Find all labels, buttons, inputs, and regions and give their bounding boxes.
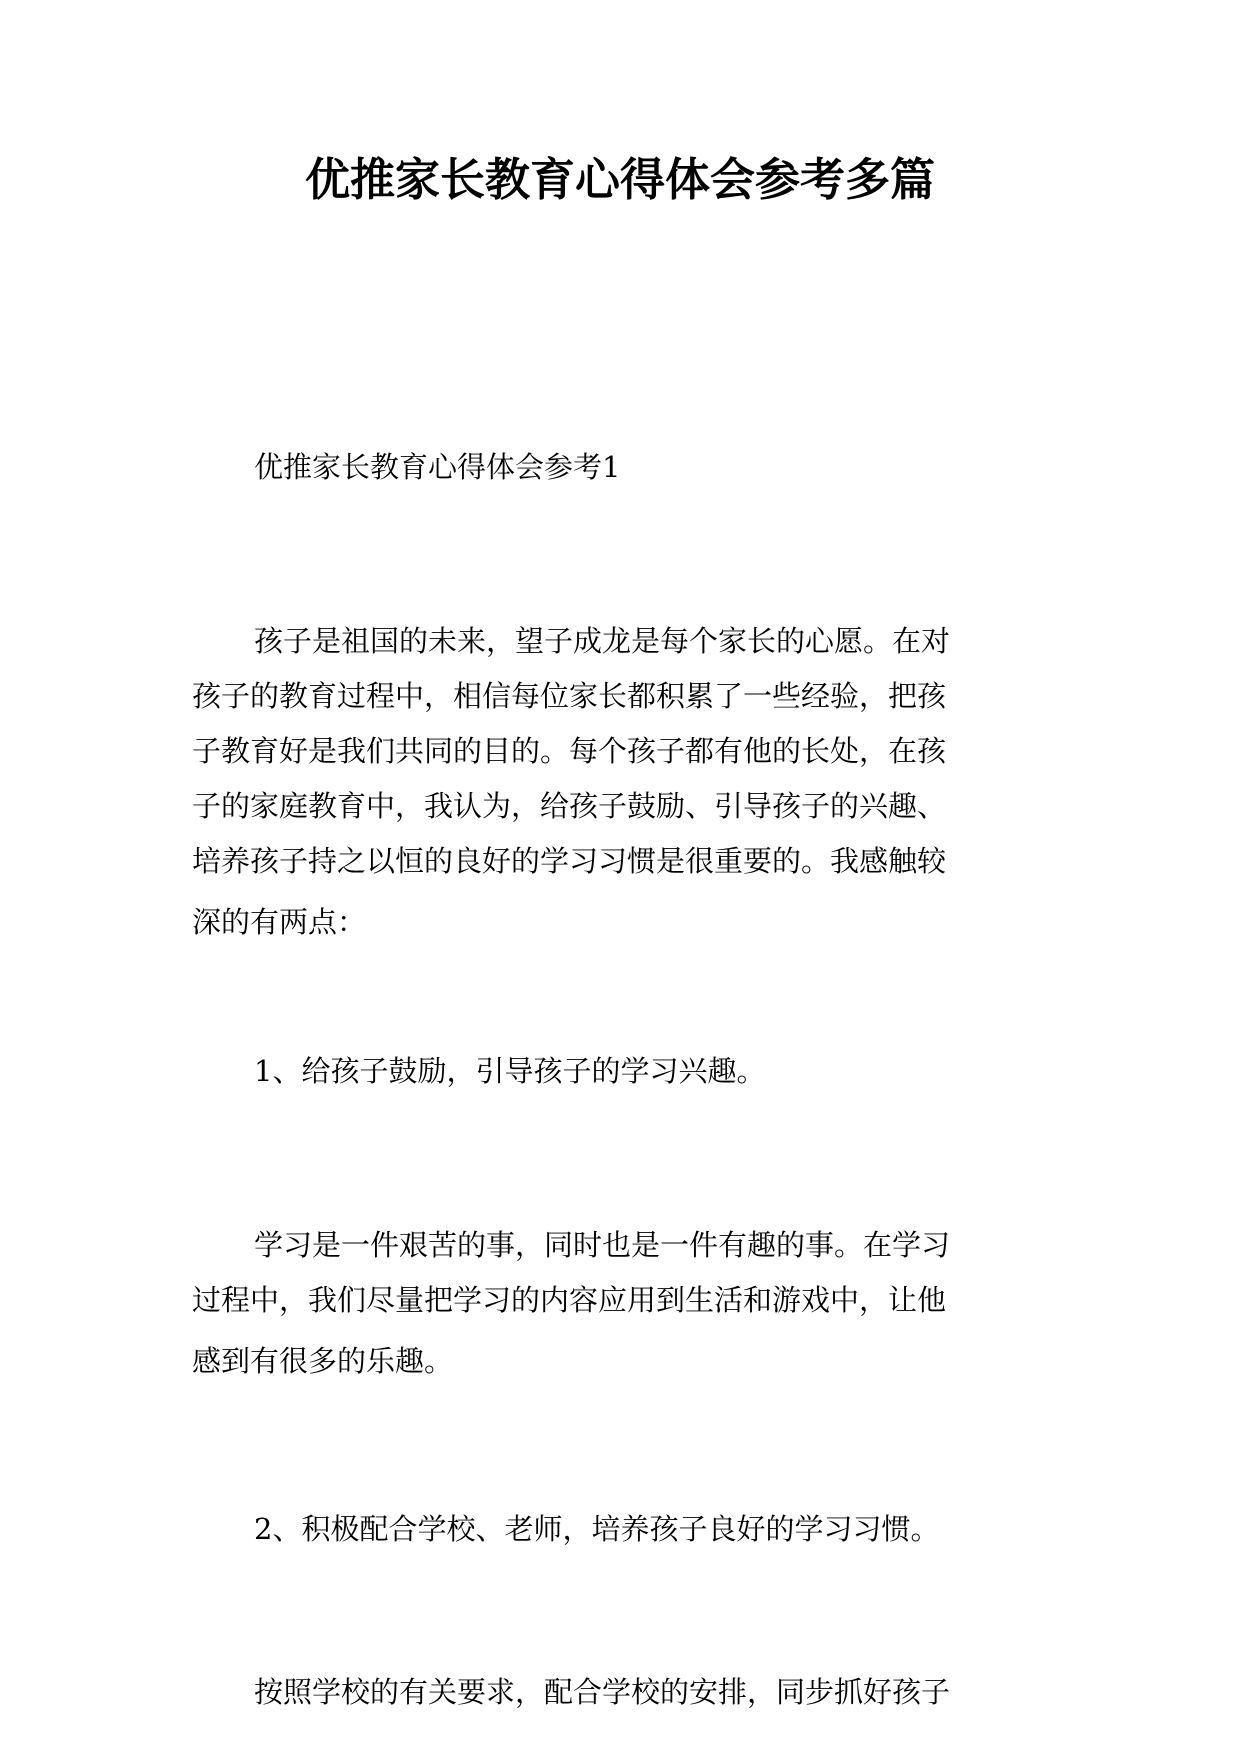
paragraph-line: 孩子的教育过程中，相信每位家长都积累了一些经验，把孩 (192, 679, 947, 713)
document-title: 优推家长教育心得体会参考多篇 (304, 153, 935, 206)
paragraph-line: 深的有两点： (192, 905, 367, 939)
section-heading: 优推家长教育心得体会参考1 (254, 450, 621, 484)
paragraph-line: 学习是一件艰苦的事，同时也是一件有趣的事。在学习 (254, 1228, 951, 1262)
paragraph-line: 子的家庭教育中，我认为，给孩子鼓励、引导孩子的兴趣、 (192, 789, 947, 823)
list-item-2: 2、积极配合学校、老师，培养孩子良好的学习习惯。 (254, 1512, 940, 1546)
paragraph-line: 按照学校的有关要求，配合学校的安排，同步抓好孩子 (254, 1675, 951, 1709)
paragraph-3 (192, 1665, 1052, 1720)
paragraph-line: 感到有很多的乐趣。 (192, 1344, 454, 1378)
paragraph-line: 子教育好是我们共同的目的。每个孩子都有他的长处，在孩 (192, 734, 947, 768)
paragraph-line: 培养孩子持之以恒的良好的学习习惯是很重要的。我感触较 (192, 844, 947, 878)
paragraph-line: 过程中，我们尽量把学习的内容应用到生活和游戏中，让他 (192, 1283, 947, 1317)
list-item-1: 1、给孩子鼓励，引导孩子的学习兴趣。 (254, 1054, 766, 1088)
paragraph-1 (192, 614, 1052, 950)
paragraph-line: 孩子是祖国的未来，望子成龙是每个家长的心愿。在对 (254, 624, 951, 658)
paragraph-2 (192, 1218, 1052, 1389)
